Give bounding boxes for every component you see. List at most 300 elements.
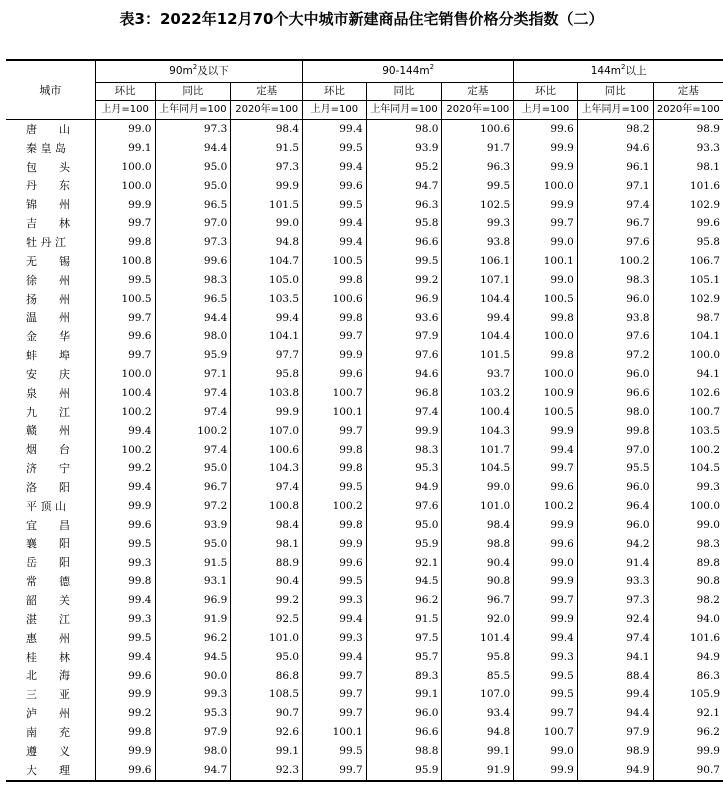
value-cell: 96.6 bbox=[366, 723, 442, 742]
city-cell: 常 德 bbox=[26, 575, 70, 589]
value-cell: 99.9 bbox=[514, 158, 578, 177]
value-cell: 100.0 bbox=[514, 177, 578, 196]
value-cell: 105.0 bbox=[231, 271, 303, 290]
value-cell: 95.0 bbox=[155, 535, 231, 554]
value-cell: 93.3 bbox=[577, 572, 653, 591]
value-cell: 99.9 bbox=[514, 516, 578, 535]
value-cell: 91.5 bbox=[231, 139, 303, 158]
value-cell: 103.5 bbox=[653, 422, 723, 441]
value-cell: 100.7 bbox=[303, 384, 367, 403]
value-cell: 100.2 bbox=[653, 440, 723, 459]
value-cell: 101.4 bbox=[442, 629, 514, 648]
value-cell: 100.1 bbox=[303, 723, 367, 742]
value-cell: 99.7 bbox=[303, 666, 367, 685]
city-cell: 无 锡 bbox=[26, 254, 70, 268]
table-row bbox=[6, 478, 723, 497]
value-cell: 96.6 bbox=[366, 233, 442, 252]
table-row bbox=[6, 648, 723, 667]
value-cell: 97.1 bbox=[155, 365, 231, 384]
value-cell: 100.0 bbox=[653, 497, 723, 516]
value-cell: 95.5 bbox=[577, 459, 653, 478]
value-cell: 97.5 bbox=[366, 629, 442, 648]
table-row bbox=[6, 685, 723, 704]
city-cell: 南 充 bbox=[26, 725, 70, 739]
value-cell: 100.5 bbox=[514, 403, 578, 422]
value-cell: 98.0 bbox=[155, 742, 231, 761]
sub-header-fixed-base: 定基 bbox=[231, 83, 303, 101]
value-cell: 101.5 bbox=[442, 346, 514, 365]
value-cell: 93.8 bbox=[442, 233, 514, 252]
value-cell: 97.3 bbox=[155, 120, 231, 139]
value-cell: 95.9 bbox=[366, 761, 442, 781]
value-cell: 96.7 bbox=[155, 478, 231, 497]
city-cell: 扬 州 bbox=[26, 292, 70, 306]
value-cell: 96.7 bbox=[577, 214, 653, 233]
table-row bbox=[6, 497, 723, 516]
value-cell: 91.9 bbox=[155, 610, 231, 629]
value-cell: 99.9 bbox=[95, 685, 155, 704]
value-cell: 90.8 bbox=[653, 572, 723, 591]
sub-header-yoy: 同比 bbox=[155, 83, 231, 101]
city-cell: 徐 州 bbox=[26, 273, 70, 287]
value-cell: 99.5 bbox=[366, 252, 442, 271]
value-cell: 100.0 bbox=[95, 365, 155, 384]
value-cell: 99.4 bbox=[95, 478, 155, 497]
value-cell: 93.9 bbox=[155, 516, 231, 535]
value-cell: 98.3 bbox=[653, 535, 723, 554]
city-cell: 桂 林 bbox=[26, 650, 70, 664]
value-cell: 104.5 bbox=[653, 459, 723, 478]
value-cell: 99.7 bbox=[514, 591, 578, 610]
value-cell: 106.1 bbox=[442, 252, 514, 271]
city-cell: 北 海 bbox=[26, 669, 70, 683]
value-cell: 99.4 bbox=[95, 648, 155, 667]
table-row bbox=[6, 422, 723, 441]
value-cell: 99.9 bbox=[514, 572, 578, 591]
value-cell: 93.9 bbox=[366, 139, 442, 158]
value-cell: 99.3 bbox=[442, 214, 514, 233]
value-cell: 98.3 bbox=[366, 440, 442, 459]
value-cell: 96.6 bbox=[577, 384, 653, 403]
value-cell: 104.3 bbox=[231, 459, 303, 478]
value-cell: 93.8 bbox=[577, 308, 653, 327]
value-cell: 99.1 bbox=[95, 139, 155, 158]
value-cell: 89.8 bbox=[653, 553, 723, 572]
value-cell: 96.3 bbox=[366, 195, 442, 214]
value-cell: 99.6 bbox=[95, 666, 155, 685]
value-cell: 100.0 bbox=[95, 177, 155, 196]
value-cell: 99.3 bbox=[95, 553, 155, 572]
city-cell: 九 江 bbox=[26, 405, 70, 419]
value-cell: 95.3 bbox=[155, 704, 231, 723]
table-row bbox=[6, 440, 723, 459]
value-cell: 99.6 bbox=[95, 516, 155, 535]
value-cell: 95.8 bbox=[231, 365, 303, 384]
value-cell: 94.5 bbox=[366, 572, 442, 591]
value-cell: 98.7 bbox=[653, 308, 723, 327]
base-header-2020: 2020年=100 bbox=[231, 101, 303, 120]
value-cell: 100.5 bbox=[95, 290, 155, 309]
value-cell: 97.2 bbox=[155, 497, 231, 516]
value-cell: 91.7 bbox=[442, 139, 514, 158]
value-cell: 94.0 bbox=[653, 610, 723, 629]
value-cell: 94.4 bbox=[155, 308, 231, 327]
value-cell: 97.6 bbox=[366, 497, 442, 516]
value-cell: 99.4 bbox=[95, 591, 155, 610]
table-row bbox=[6, 761, 723, 781]
value-cell: 95.3 bbox=[366, 459, 442, 478]
table-row bbox=[6, 572, 723, 591]
city-cell: 泸 州 bbox=[26, 707, 70, 721]
value-cell: 99.3 bbox=[303, 591, 367, 610]
value-cell: 99.5 bbox=[95, 535, 155, 554]
value-cell: 92.4 bbox=[577, 610, 653, 629]
value-cell: 104.4 bbox=[442, 290, 514, 309]
value-cell: 94.9 bbox=[366, 478, 442, 497]
value-cell: 97.4 bbox=[231, 478, 303, 497]
value-cell: 99.7 bbox=[95, 214, 155, 233]
value-cell: 89.3 bbox=[366, 666, 442, 685]
value-cell: 90.0 bbox=[155, 666, 231, 685]
value-cell: 97.6 bbox=[366, 346, 442, 365]
value-cell: 96.9 bbox=[366, 290, 442, 309]
value-cell: 105.1 bbox=[653, 271, 723, 290]
value-cell: 85.5 bbox=[442, 666, 514, 685]
value-cell: 99.9 bbox=[231, 403, 303, 422]
value-cell: 95.8 bbox=[653, 233, 723, 252]
value-cell: 98.1 bbox=[653, 158, 723, 177]
sub-header-yoy: 同比 bbox=[366, 83, 442, 101]
value-cell: 99.2 bbox=[366, 271, 442, 290]
value-cell: 92.5 bbox=[231, 610, 303, 629]
sub-header-mom: 环比 bbox=[303, 83, 367, 101]
value-cell: 99.4 bbox=[577, 685, 653, 704]
value-cell: 97.3 bbox=[577, 591, 653, 610]
group-header-144-above: $144m^2$以上 bbox=[514, 60, 723, 83]
base-header-last-month: 上月=100 bbox=[303, 101, 367, 120]
value-cell: 86.3 bbox=[653, 666, 723, 685]
value-cell: 99.2 bbox=[95, 459, 155, 478]
value-cell: 102.5 bbox=[442, 195, 514, 214]
value-cell: 99.7 bbox=[514, 459, 578, 478]
value-cell: 99.7 bbox=[303, 327, 367, 346]
value-cell: 94.8 bbox=[231, 233, 303, 252]
table-row bbox=[6, 723, 723, 742]
value-cell: 99.8 bbox=[303, 516, 367, 535]
value-cell: 86.8 bbox=[231, 666, 303, 685]
value-cell: 95.0 bbox=[231, 648, 303, 667]
city-cell: 唐 山 bbox=[26, 122, 70, 136]
city-cell: 韶 关 bbox=[26, 594, 70, 608]
value-cell: 99.7 bbox=[514, 704, 578, 723]
value-cell: 95.0 bbox=[155, 459, 231, 478]
value-cell: 98.0 bbox=[155, 327, 231, 346]
value-cell: 104.5 bbox=[442, 459, 514, 478]
city-cell: 洛 阳 bbox=[26, 480, 70, 494]
value-cell: 98.4 bbox=[231, 516, 303, 535]
value-cell: 99.0 bbox=[653, 516, 723, 535]
value-cell: 99.5 bbox=[442, 177, 514, 196]
sub-header-yoy: 同比 bbox=[577, 83, 653, 101]
value-cell: 101.5 bbox=[231, 195, 303, 214]
value-cell: 99.0 bbox=[514, 553, 578, 572]
value-cell: 95.9 bbox=[366, 535, 442, 554]
table-row bbox=[6, 666, 723, 685]
value-cell: 97.4 bbox=[155, 403, 231, 422]
value-cell: 99.9 bbox=[95, 497, 155, 516]
group-header-90-below: $90m^2$及以下 bbox=[95, 60, 302, 83]
table-header bbox=[6, 60, 723, 120]
value-cell: 99.9 bbox=[653, 742, 723, 761]
city-cell: 宜 昌 bbox=[26, 518, 70, 532]
city-cell: 金 华 bbox=[26, 330, 70, 344]
value-cell: 97.3 bbox=[155, 233, 231, 252]
value-cell: 90.4 bbox=[231, 572, 303, 591]
value-cell: 99.7 bbox=[303, 704, 367, 723]
value-cell: 100.2 bbox=[95, 403, 155, 422]
value-cell: 99.4 bbox=[514, 440, 578, 459]
value-cell: 107.1 bbox=[442, 271, 514, 290]
value-cell: 105.9 bbox=[653, 685, 723, 704]
base-header-2020: 2020年=100 bbox=[653, 101, 723, 120]
value-cell: 99.6 bbox=[155, 252, 231, 271]
value-cell: 99.0 bbox=[442, 478, 514, 497]
value-cell: 99.5 bbox=[514, 685, 578, 704]
value-cell: 100.6 bbox=[231, 440, 303, 459]
value-cell: 100.9 bbox=[514, 384, 578, 403]
value-cell: 103.8 bbox=[231, 384, 303, 403]
value-cell: 99.4 bbox=[514, 629, 578, 648]
value-cell: 104.1 bbox=[653, 327, 723, 346]
value-cell: 99.6 bbox=[514, 478, 578, 497]
value-cell: 97.9 bbox=[366, 327, 442, 346]
value-cell: 96.0 bbox=[577, 478, 653, 497]
value-cell: 96.2 bbox=[155, 629, 231, 648]
value-cell: 97.0 bbox=[577, 440, 653, 459]
value-cell: 99.9 bbox=[514, 761, 578, 781]
sub-header-mom: 环比 bbox=[95, 83, 155, 101]
value-cell: 99.8 bbox=[303, 308, 367, 327]
value-cell: 100.1 bbox=[514, 252, 578, 271]
city-cell: 蚌 埠 bbox=[26, 349, 70, 363]
value-cell: 97.4 bbox=[577, 195, 653, 214]
base-header-last-month: 上月=100 bbox=[95, 101, 155, 120]
value-cell: 98.2 bbox=[653, 591, 723, 610]
value-cell: 101.6 bbox=[653, 177, 723, 196]
value-cell: 99.8 bbox=[303, 459, 367, 478]
value-cell: 95.0 bbox=[155, 177, 231, 196]
value-cell: 99.5 bbox=[303, 478, 367, 497]
value-cell: 99.8 bbox=[303, 440, 367, 459]
value-cell: 92.3 bbox=[231, 761, 303, 781]
value-cell: 100.6 bbox=[442, 120, 514, 139]
value-cell: 98.4 bbox=[231, 120, 303, 139]
value-cell: 92.6 bbox=[231, 723, 303, 742]
value-cell: 98.3 bbox=[577, 271, 653, 290]
value-cell: 103.5 bbox=[231, 290, 303, 309]
value-cell: 96.0 bbox=[366, 704, 442, 723]
value-cell: 96.5 bbox=[155, 195, 231, 214]
value-cell: 99.3 bbox=[303, 629, 367, 648]
value-cell: 88.9 bbox=[231, 553, 303, 572]
base-header-2020: 2020年=100 bbox=[442, 101, 514, 120]
value-cell: 95.7 bbox=[366, 648, 442, 667]
value-cell: 99.8 bbox=[303, 271, 367, 290]
city-cell: 岳 阳 bbox=[26, 556, 70, 570]
value-cell: 97.6 bbox=[577, 233, 653, 252]
value-cell: 91.9 bbox=[442, 761, 514, 781]
value-cell: 97.0 bbox=[155, 214, 231, 233]
value-cell: 101.0 bbox=[442, 497, 514, 516]
value-cell: 99.9 bbox=[514, 422, 578, 441]
value-cell: 99.9 bbox=[514, 195, 578, 214]
table-row bbox=[6, 233, 723, 252]
value-cell: 96.3 bbox=[442, 158, 514, 177]
value-cell: 91.5 bbox=[366, 610, 442, 629]
value-cell: 94.1 bbox=[577, 648, 653, 667]
value-cell: 95.0 bbox=[155, 158, 231, 177]
table-row bbox=[6, 704, 723, 723]
value-cell: 97.1 bbox=[577, 177, 653, 196]
table-row bbox=[6, 120, 723, 139]
value-cell: 99.0 bbox=[514, 271, 578, 290]
value-cell: 99.6 bbox=[303, 365, 367, 384]
city-cell: 安 庆 bbox=[26, 367, 70, 381]
value-cell: 102.9 bbox=[653, 290, 723, 309]
table-row bbox=[6, 177, 723, 196]
value-cell: 99.2 bbox=[95, 704, 155, 723]
value-cell: 100.0 bbox=[95, 158, 155, 177]
value-cell: 100.2 bbox=[514, 497, 578, 516]
value-cell: 95.2 bbox=[366, 158, 442, 177]
value-cell: 96.1 bbox=[577, 158, 653, 177]
value-cell: 97.4 bbox=[155, 384, 231, 403]
value-cell: 99.0 bbox=[95, 120, 155, 139]
city-cell: 襄 阳 bbox=[26, 537, 70, 551]
table-body bbox=[6, 120, 723, 781]
value-cell: 99.0 bbox=[231, 214, 303, 233]
value-cell: 90.7 bbox=[653, 761, 723, 781]
value-cell: 94.6 bbox=[366, 365, 442, 384]
value-cell: 99.0 bbox=[514, 742, 578, 761]
table-row bbox=[6, 252, 723, 271]
table-row bbox=[6, 327, 723, 346]
value-cell: 99.4 bbox=[303, 233, 367, 252]
city-cell: 惠 州 bbox=[26, 631, 70, 645]
base-header-last-month: 上月=100 bbox=[514, 101, 578, 120]
value-cell: 96.8 bbox=[366, 384, 442, 403]
table-row bbox=[6, 365, 723, 384]
group-header-90-144: $90-144m^2$ bbox=[303, 60, 514, 83]
value-cell: 99.4 bbox=[303, 648, 367, 667]
value-cell: 94.1 bbox=[653, 365, 723, 384]
value-cell: 92.1 bbox=[366, 553, 442, 572]
value-cell: 93.1 bbox=[155, 572, 231, 591]
value-cell: 108.5 bbox=[231, 685, 303, 704]
table-row bbox=[6, 214, 723, 233]
value-cell: 98.9 bbox=[577, 742, 653, 761]
value-cell: 98.8 bbox=[366, 742, 442, 761]
value-cell: 99.4 bbox=[442, 308, 514, 327]
value-cell: 101.7 bbox=[442, 440, 514, 459]
value-cell: 94.9 bbox=[577, 761, 653, 781]
value-cell: 95.9 bbox=[155, 346, 231, 365]
value-cell: 99.7 bbox=[303, 761, 367, 781]
city-cell: 丹 东 bbox=[26, 179, 70, 193]
base-header-last-year: 上年同月=100 bbox=[577, 101, 653, 120]
value-cell: 94.4 bbox=[155, 139, 231, 158]
city-cell: 赣 州 bbox=[26, 424, 70, 438]
sub-header-fixed-base: 定基 bbox=[442, 83, 514, 101]
value-cell: 96.0 bbox=[577, 516, 653, 535]
value-cell: 98.2 bbox=[577, 120, 653, 139]
price-index-table bbox=[6, 59, 723, 782]
table-title: 表3：2022年12月70个大中城市新建商品住宅销售价格分类指数（二） bbox=[119, 10, 604, 28]
city-cell: 遵 义 bbox=[26, 744, 70, 758]
value-cell: 99.9 bbox=[514, 139, 578, 158]
value-cell: 101.6 bbox=[653, 629, 723, 648]
value-cell: 96.5 bbox=[155, 290, 231, 309]
value-cell: 99.3 bbox=[95, 610, 155, 629]
value-cell: 97.4 bbox=[366, 403, 442, 422]
city-cell: 烟 台 bbox=[26, 443, 70, 457]
value-cell: 99.8 bbox=[95, 723, 155, 742]
value-cell: 94.4 bbox=[577, 704, 653, 723]
base-header-last-year: 上年同月=100 bbox=[155, 101, 231, 120]
value-cell: 98.3 bbox=[155, 271, 231, 290]
table-row bbox=[6, 459, 723, 478]
value-cell: 98.1 bbox=[231, 535, 303, 554]
value-cell: 99.7 bbox=[303, 422, 367, 441]
value-cell: 90.4 bbox=[442, 553, 514, 572]
value-cell: 93.6 bbox=[366, 308, 442, 327]
value-cell: 99.8 bbox=[95, 572, 155, 591]
value-cell: 99.5 bbox=[95, 271, 155, 290]
value-cell: 100.4 bbox=[95, 384, 155, 403]
value-cell: 95.8 bbox=[442, 648, 514, 667]
value-cell: 92.1 bbox=[653, 704, 723, 723]
value-cell: 106.7 bbox=[653, 252, 723, 271]
value-cell: 100.4 bbox=[442, 403, 514, 422]
value-cell: 104.4 bbox=[442, 327, 514, 346]
city-cell: 平 顶 山 bbox=[26, 499, 66, 513]
table-row bbox=[6, 139, 723, 158]
value-cell: 99.4 bbox=[231, 308, 303, 327]
city-cell: 湛 江 bbox=[26, 612, 70, 626]
value-cell: 97.2 bbox=[577, 346, 653, 365]
value-cell: 99.4 bbox=[303, 214, 367, 233]
value-cell: 99.9 bbox=[95, 742, 155, 761]
value-cell: 100.8 bbox=[95, 252, 155, 271]
value-cell: 99.5 bbox=[514, 666, 578, 685]
value-cell: 99.6 bbox=[514, 120, 578, 139]
value-cell: 94.9 bbox=[653, 648, 723, 667]
value-cell: 100.2 bbox=[95, 440, 155, 459]
value-cell: 99.9 bbox=[303, 346, 367, 365]
value-cell: 94.5 bbox=[155, 648, 231, 667]
value-cell: 99.6 bbox=[653, 214, 723, 233]
value-cell: 98.9 bbox=[653, 120, 723, 139]
table-row bbox=[6, 516, 723, 535]
city-cell: 锦 州 bbox=[26, 198, 70, 212]
value-cell: 99.9 bbox=[303, 535, 367, 554]
value-cell: 88.4 bbox=[577, 666, 653, 685]
value-cell: 97.4 bbox=[155, 440, 231, 459]
value-cell: 100.0 bbox=[514, 365, 578, 384]
value-cell: 100.7 bbox=[514, 723, 578, 742]
value-cell: 100.2 bbox=[155, 422, 231, 441]
table-row bbox=[6, 158, 723, 177]
